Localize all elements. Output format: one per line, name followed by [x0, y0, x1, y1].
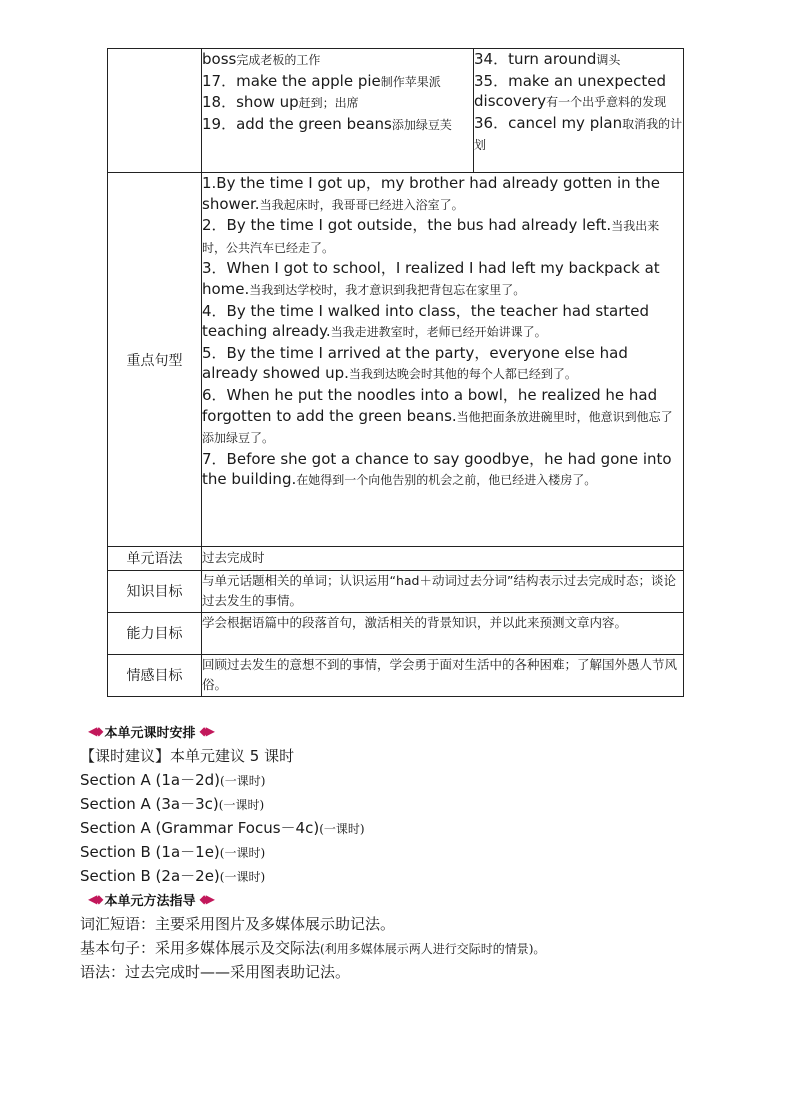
schedule-suggestion: 【课时建议】本单元建议 5 课时	[80, 747, 295, 765]
vocab-item: 36．cancel my plan取消我的计划	[474, 113, 683, 153]
grammar-row	[108, 547, 684, 571]
schedule-section: Section A (1a－2d)(一课时)	[80, 771, 266, 789]
knowledge-row	[108, 570, 684, 612]
method-item: 词汇短语：主要采用图片及多媒体展示助记法。	[80, 915, 396, 933]
ability-text: 学会根据语篇中的段落首句，激活相关的背景知识，并以此来预测文章内容。	[202, 612, 684, 654]
vocab-item: 35．make an unexpected discovery有一个出乎意料的发现	[474, 71, 667, 111]
sentence-item: 1.By the time I got up，my brother had already gotten in the shower.当我起床时，我哥哥已经进入浴室了。	[202, 174, 660, 213]
sentences-cell	[202, 173, 684, 547]
grammar-text: 过去完成时	[202, 547, 684, 571]
vocab-label-cell	[108, 49, 202, 173]
vocab-item: 18．show up赶到；出席	[202, 93, 359, 112]
schedule-section: Section A (3a－3c)(一课时)	[80, 795, 265, 813]
sentence-item: 2．By the time I got outside，the bus had already left.当我出来时，公共汽车已经走了。	[202, 216, 660, 255]
emotion-text: 回顾过去发生的意想不到的事情，学会勇于面对生活中的各种困难；了解国外愚人节风俗。	[202, 654, 684, 696]
sentence-item: 6．When he put the noodles into a bowl，he realized he had forgotten to add the green beans.当他把面条放进碗里时，他意识到他忘了添加绿豆了。	[202, 385, 673, 446]
grammar-label: 单元语法	[108, 547, 202, 571]
sentence-item: 4．By the time I walked into class，the teacher had started teaching already.当我走进教室时，老师已经开始讲课了。	[202, 301, 650, 341]
ability-row	[108, 612, 684, 654]
right-arrow-icon: ◆▶	[199, 892, 212, 906]
knowledge-text: 与单元话题相关的单词；认识运用“had＋动词过去分词”结构表示过去完成时态；谈论过去发生的事情。	[202, 570, 684, 612]
unit-overview-table	[107, 48, 684, 697]
emotion-row	[108, 654, 684, 696]
vocab-right-cell	[474, 49, 684, 173]
schedule-section: Section B (2a－2e)(一课时)	[80, 867, 266, 885]
emotion-label: 情感目标	[108, 654, 202, 696]
sentences-row	[108, 173, 684, 547]
sentence-item: 5．By the time I arrived at the party，everyone else had already showed up.当我到达晚会时其他的每个人都已经到了。	[202, 343, 628, 383]
sentence-item: 7．Before she got a chance to say goodbye，he had gone into the building.在她得到一个向他告别的机会之前，他已经进入楼房了。	[202, 449, 672, 489]
sentence-item: 3．When I got to school，I realized I had left my backpack at home.当我到达学校时，我才意识到我把背包忘在家里了。	[202, 259, 660, 298]
left-arrow-icon: ◀◆	[88, 892, 101, 906]
methods-banner: ◀◆ 本单元方法指导 ◆▶	[88, 892, 212, 909]
left-arrow-icon: ◀◆	[88, 724, 101, 738]
right-arrow-icon: ◆▶	[199, 724, 212, 738]
vocab-item: 19．add the green beans添加绿豆芙	[202, 114, 452, 133]
schedule-section: Section A (Grammar Focus－4c)(一课时)	[80, 819, 365, 837]
vocab-item: 34．turn around调头	[474, 50, 621, 68]
vocab-item: 17．make the apple pie制作苹果派	[202, 71, 441, 90]
knowledge-label: 知识目标	[108, 570, 202, 612]
method-item: 基本句子：采用多媒体展示及交际法(利用多媒体展示两人进行交际时的情景)。	[80, 939, 546, 957]
schedule-banner: ◀◆ 本单元课时安排 ◆▶	[88, 724, 212, 741]
vocab-left-cell	[202, 49, 474, 173]
vocab-row	[108, 49, 684, 173]
ability-label: 能力目标	[108, 612, 202, 654]
schedule-section: Section B (1a－1e)(一课时)	[80, 843, 266, 861]
vocab-item: boss完成老板的工作	[202, 50, 321, 68]
method-item: 语法：过去完成时——采用图表助记法。	[80, 963, 351, 981]
sentences-label: 重点句型	[108, 173, 202, 547]
